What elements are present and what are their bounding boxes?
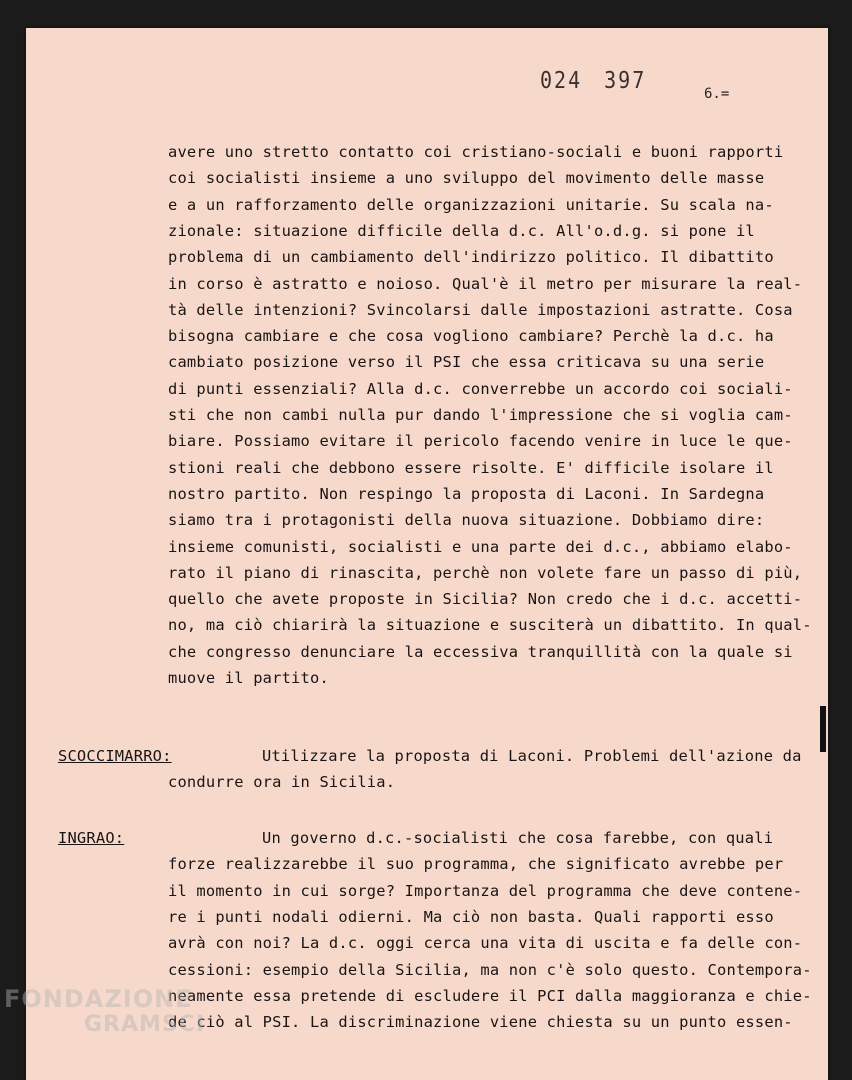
page-number: 6.= bbox=[704, 86, 730, 102]
text-line: problema di un cambiamento dell'indirizzo politico. Il dibattito bbox=[168, 248, 774, 267]
page-edge-mark bbox=[820, 706, 826, 752]
watermark-logo: FONDAZIONE GRAMSCI bbox=[4, 985, 206, 1037]
text-line: tà delle intenzioni? Svincolarsi dalle impostazioni astratte. Cosa bbox=[168, 300, 793, 319]
text-line: e a un rafforzamento delle organizzazioni unitarie. Su scala na- bbox=[168, 195, 774, 214]
speech-line: cessioni: esempio della Sicilia, ma non c'è solo questo. Contempora- bbox=[168, 960, 812, 979]
speech-line: condurre ora in Sicilia. bbox=[168, 773, 396, 792]
speech-line: il momento in cui sorge? Importanza del programma che deve contene- bbox=[168, 881, 803, 900]
speech-line: de ciò al PSI. La discriminazione viene chiesta su un punto essen- bbox=[168, 1013, 793, 1032]
text-line: no, ma ciò chiarirà la situazione e susciterà un dibattito. In qual- bbox=[168, 616, 812, 635]
speech-first-line: Un governo d.c.-socialisti che cosa farebbe, con quali bbox=[262, 829, 774, 847]
speech-line: neamente essa pretende di escludere il PCI dalla maggioranza e chie- bbox=[168, 986, 812, 1005]
text-line: nostro partito. Non respingo la proposta di Laconi. In Sardegna bbox=[168, 484, 765, 503]
archive-number: 024 397 bbox=[540, 66, 647, 94]
speaker-name: SCOCCIMARRO: bbox=[58, 747, 172, 765]
text-line: quello che avete proposte in Sicilia? Non credo che i d.c. accetti- bbox=[168, 590, 803, 609]
text-line: siamo tra i protagonisti della nuova situazione. Dobbiamo dire: bbox=[168, 511, 765, 530]
speech-line: forze realizzarebbe il suo programma, che significato avrebbe per bbox=[168, 855, 784, 874]
speech-line: re i punti nodali odierni. Ma ciò non basta. Quali rapporti esso bbox=[168, 907, 774, 926]
text-line: stioni reali che debbono essere risolte. E' difficile isolare il bbox=[168, 458, 774, 477]
text-line: zionale: situazione difficile della d.c. All'o.d.g. si pone il bbox=[168, 221, 755, 240]
text-line: che congresso denunciare la eccessiva tranquillità con la quale si bbox=[168, 642, 793, 661]
text-line: muove il partito. bbox=[168, 669, 329, 687]
text-line: biare. Possiamo evitare il pericolo facendo venire in luce le que- bbox=[168, 432, 793, 451]
speech-first-line: Utilizzare la proposta di Laconi. Problemi dell'azione da bbox=[262, 747, 802, 765]
text-line: insieme comunisti, socialisti e una parte dei d.c., abbiamo elabo- bbox=[168, 537, 793, 556]
text-line: sti che non cambi nulla pur dando l'impressione che si voglia cam- bbox=[168, 406, 793, 424]
text-line: in corso è astratto e noioso. Qual'è il metro per misurare la real- bbox=[168, 274, 803, 293]
text-line: rato il piano di rinascita, perchè non volete fare un passo di più, bbox=[168, 563, 803, 582]
speech-line: avrà con noi? La d.c. oggi cerca una vita di uscita e fa delle con- bbox=[168, 934, 803, 953]
text-line: cambiato posizione verso il PSI che essa criticava su una serie bbox=[168, 353, 765, 372]
text-line: bisogna cambiare e che cosa vogliono cambiare? Perchè la d.c. ha bbox=[168, 327, 774, 346]
text-line: coi socialisti insieme a uno sviluppo del movimento delle masse bbox=[168, 169, 765, 188]
text-line: avere uno stretto contatto coi cristiano-sociali e buoni rapporti bbox=[168, 143, 784, 161]
text-line: di punti essenziali? Alla d.c. converrebbe un accordo coi sociali- bbox=[168, 379, 793, 398]
speaker-name: INGRAO: bbox=[58, 829, 125, 847]
